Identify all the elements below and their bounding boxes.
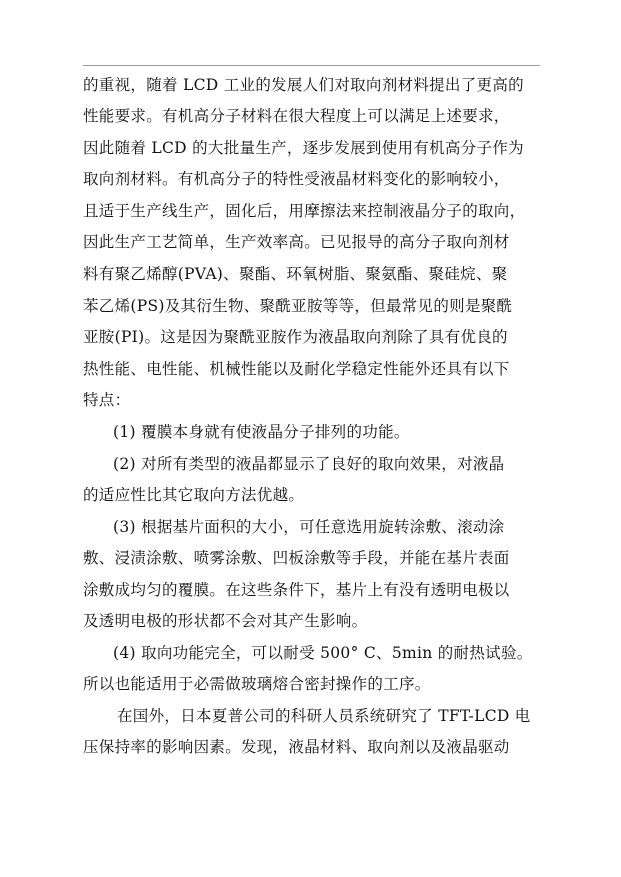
text-line: 敷、浸渍涂敷、喷雾涂敷、凹板涂敷等手段，并能在基片表面 — [83, 549, 510, 567]
text-line: 特点： — [83, 391, 131, 409]
list-item-1: (1) 覆膜本身就有使液晶分子排列的功能。 — [113, 423, 410, 441]
text-line: 及透明电极的形状都不会对其产生影响。 — [83, 612, 368, 630]
text-line: 苯乙烯(PS)及其衍生物、聚酰亚胺等等，但最常见的则是聚酰 — [83, 297, 513, 315]
text-line: 取向剂材料。有机高分子的特性受液晶材料变化的影响较小， — [83, 170, 510, 188]
text-line: 料有聚乙烯醇(PVA)、聚酯、环氧树脂、聚氨酯、聚硅烷、聚 — [83, 265, 508, 283]
text-line: 性能要求。有机高分子材料在很大程度上可以满足上述要求， — [83, 107, 510, 125]
list-item-2: (2) 对所有类型的液晶都显示了良好的取向效果，对液晶 — [113, 455, 505, 473]
text-line: 因此随着 LCD 的大批量生产，逐步发展到使用有机高分子作为 — [83, 139, 524, 157]
header-rule — [83, 65, 540, 66]
text-line: 亚胺(PI)。这是因为聚酰亚胺作为液晶取向剂除了具有优良的 — [83, 328, 508, 346]
list-item-3: (3) 根据基片面积的大小，可任意选用旋转涂敷、滚动涂 — [113, 518, 505, 536]
text-line: 压保持率的影响因素。发现，液晶材料、取向剂以及液晶驱动 — [83, 738, 510, 756]
text-line: 的适应性比其它取向方法优越。 — [83, 486, 305, 504]
text-line: 热性能、电性能、机械性能以及耐化学稳定性能外还具有以下 — [83, 360, 510, 378]
text-line: 因此生产工艺简单，生产效率高。已见报导的高分子取向剂材 — [83, 233, 510, 251]
text-line: 涂敷成均匀的覆膜。在这些条件下，基片上有没有透明电极以 — [83, 581, 510, 599]
text-line: 的重视，随着 LCD 工业的发展人们对取向剂材料提出了更高的 — [83, 76, 524, 94]
list-item-4: (4) 取向功能完全，可以耐受 500° C、5min 的耐热试验。 — [113, 644, 533, 662]
text-line: 所以也能适用于必需做玻璃熔合密封操作的工序。 — [83, 675, 431, 693]
paragraph-start: 在国外，日本夏普公司的科研人员系统研究了 TFT-LCD 电 — [117, 707, 531, 725]
text-line: 且适于生产线生产，固化后，用摩擦法来控制液晶分子的取向， — [83, 202, 526, 220]
